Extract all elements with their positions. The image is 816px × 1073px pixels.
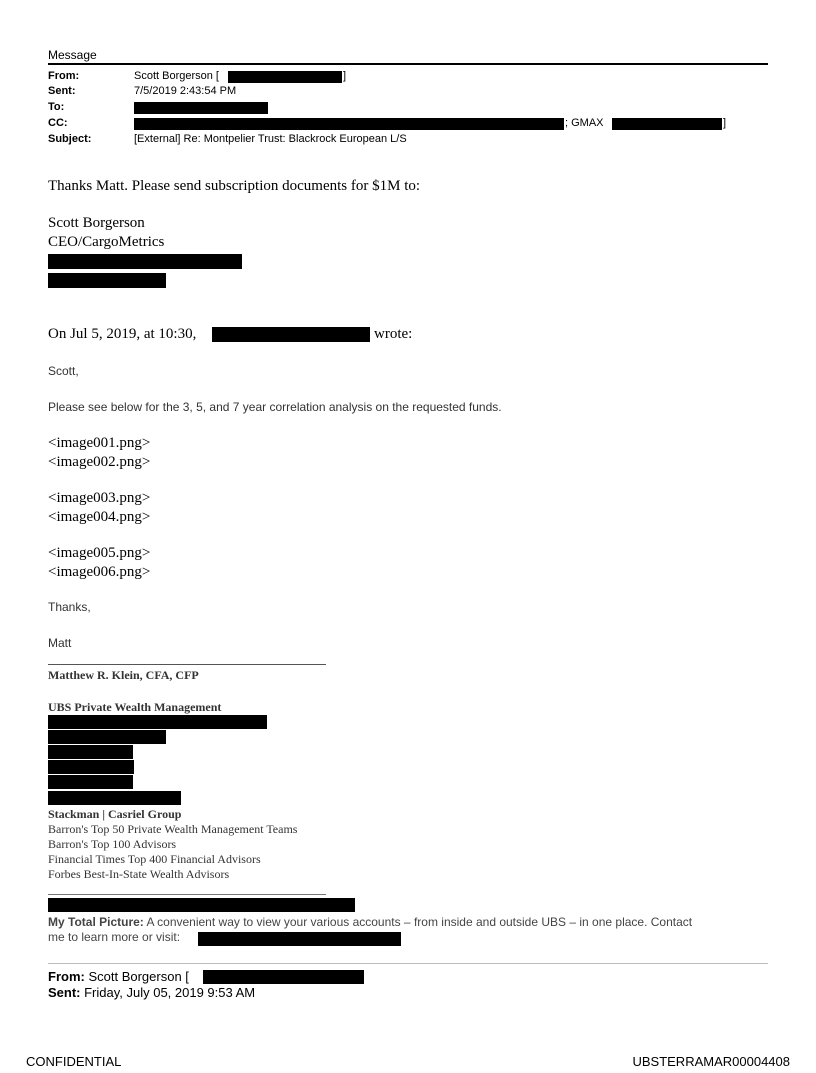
signature-divider bbox=[48, 664, 326, 665]
redaction bbox=[48, 730, 166, 744]
redaction bbox=[212, 327, 370, 342]
from-label: From: bbox=[48, 70, 80, 82]
to-label: To: bbox=[48, 101, 65, 113]
earlier-divider bbox=[48, 963, 768, 964]
sig-award: Barron's Top 100 Advisors bbox=[48, 837, 177, 851]
sig-award: Forbes Best-In-State Wealth Advisors bbox=[48, 867, 230, 881]
earlier-sent-value: Friday, July 05, 2019 9:53 AM bbox=[80, 985, 256, 1000]
redaction bbox=[48, 791, 181, 805]
from-value: Scott Borgerson [ bbox=[134, 70, 219, 82]
sig-group: Stackman | Casriel Group bbox=[48, 807, 182, 821]
total-picture-label: My Total Picture: bbox=[48, 915, 144, 929]
reply-sig-title: CEO/CargoMetrics bbox=[48, 234, 165, 250]
message-label: Message bbox=[48, 48, 97, 62]
attachment-image002: <image002.png> bbox=[48, 454, 151, 470]
redaction bbox=[48, 254, 242, 269]
redaction bbox=[612, 118, 722, 130]
reply-body: Thanks Matt. Please send subscription documents for $1M to: bbox=[48, 178, 421, 194]
footer-confidential: CONFIDENTIAL bbox=[26, 1054, 122, 1069]
redaction bbox=[48, 898, 355, 912]
cc-label: CC: bbox=[48, 117, 68, 129]
signature-divider-2 bbox=[48, 894, 326, 895]
attachment-image006: <image006.png> bbox=[48, 564, 151, 580]
sent-value: 7/5/2019 2:43:54 PM bbox=[134, 85, 237, 97]
sig-company: UBS Private Wealth Management bbox=[48, 700, 222, 714]
subject-label: Subject: bbox=[48, 133, 92, 145]
total-picture-text: A convenient way to view your various accounts – from inside and outside UBS – in one place. Contact bbox=[143, 915, 693, 929]
redaction bbox=[203, 970, 364, 984]
quoted-thanks: Thanks, bbox=[48, 600, 91, 614]
redaction bbox=[48, 760, 134, 774]
total-picture-text-2: me to learn more or visit: bbox=[48, 930, 181, 944]
sig-name-title: Matthew R. Klein, CFA, CFP bbox=[48, 668, 199, 682]
redaction bbox=[48, 775, 133, 789]
total-picture-line bbox=[48, 915, 692, 929]
redaction bbox=[228, 71, 342, 83]
quoted-name: Matt bbox=[48, 636, 72, 650]
cc-close: ] bbox=[723, 117, 727, 129]
reply-sig-name: Scott Borgerson bbox=[48, 215, 145, 231]
from-close: ] bbox=[343, 70, 347, 82]
earlier-from-line bbox=[48, 969, 189, 984]
attachment-image004: <image004.png> bbox=[48, 509, 151, 525]
quoted-greeting: Scott, bbox=[48, 364, 79, 378]
earlier-sent-line bbox=[48, 985, 255, 1000]
quoted-body: Please see below for the 3, 5, and 7 year correlation analysis on the requested funds. bbox=[48, 400, 502, 414]
sig-award: Barron's Top 50 Private Wealth Management Teams bbox=[48, 822, 298, 836]
sent-label: Sent: bbox=[48, 85, 76, 97]
attachment-image001: <image001.png> bbox=[48, 435, 151, 451]
attachment-image003: <image003.png> bbox=[48, 490, 151, 506]
redaction bbox=[134, 102, 268, 114]
subject-value: [External] Re: Montpelier Trust: Blackrock European L/S bbox=[134, 133, 407, 145]
quoted-on-line: On Jul 5, 2019, at 10:30, bbox=[48, 326, 197, 342]
quoted-wrote: wrote: bbox=[374, 326, 413, 342]
redaction bbox=[48, 715, 267, 729]
redaction bbox=[198, 932, 401, 946]
cc-gmax: ; GMAX bbox=[565, 117, 604, 129]
attachment-image005: <image005.png> bbox=[48, 545, 151, 561]
redaction bbox=[48, 273, 166, 288]
footer-bates-number: UBSTERRAMAR00004408 bbox=[632, 1054, 790, 1069]
earlier-from-label: From: bbox=[48, 969, 85, 984]
earlier-sent-label: Sent: bbox=[48, 985, 81, 1000]
earlier-from-value: Scott Borgerson [ bbox=[84, 969, 189, 984]
sig-award: Financial Times Top 400 Financial Advisors bbox=[48, 852, 261, 866]
header-divider bbox=[48, 63, 768, 65]
redaction bbox=[134, 118, 564, 130]
redaction bbox=[48, 745, 133, 759]
